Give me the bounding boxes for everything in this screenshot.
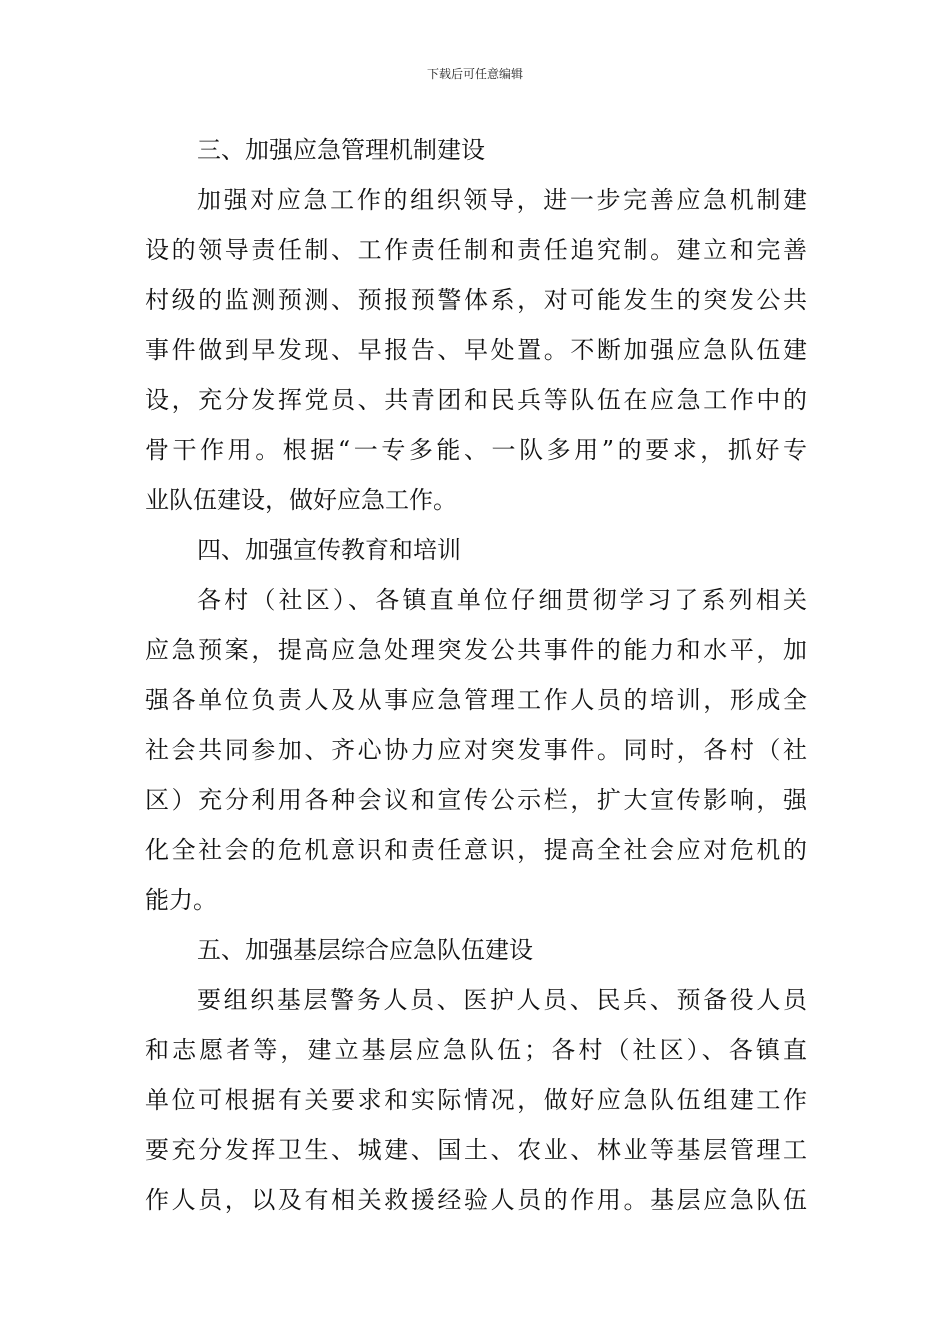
document-body xyxy=(145,125,807,1225)
paragraph-line: 各村（社区）、各镇直单位仔细贯彻学习了系列相关 xyxy=(197,586,807,614)
paragraph-line: 社会共同参加、齐心协力应对突发事件。同时，各村（社 xyxy=(145,736,807,764)
section-heading: 四、加强宣传教育和培训 xyxy=(197,536,461,564)
paragraph-line: 要充分发挥卫生、城建、国土、农业、林业等基层管理工 xyxy=(145,1136,807,1164)
paragraph-line: 作人员，以及有相关救援经验人员的作用。基层应急队伍 xyxy=(145,1186,807,1214)
paragraph-line: 业队伍建设，做好应急工作。 xyxy=(145,486,457,514)
paragraph-line: 骨干作用。根据“一专多能、一队多用”的要求，抓好专 xyxy=(145,436,807,464)
paragraph-line: 化全社会的危机意识和责任意识，提高全社会应对危机的 xyxy=(145,836,807,864)
paragraph-line: 村级的监测预测、预报预警体系，对可能发生的突发公共 xyxy=(145,286,807,314)
paragraph-line: 要组织基层警务人员、医护人员、民兵、预备役人员 xyxy=(197,986,807,1014)
paragraph-line: 能力。 xyxy=(145,886,217,914)
paragraph-line: 单位可根据有关要求和实际情况，做好应急队伍组建工作 xyxy=(145,1086,807,1114)
paragraph-line: 设，充分发挥党员、共青团和民兵等队伍在应急工作中的 xyxy=(145,386,807,414)
paragraph-line: 和志愿者等，建立基层应急队伍；各村（社区）、各镇直 xyxy=(145,1036,807,1064)
section-heading: 三、加强应急管理机制建设 xyxy=(197,136,485,164)
page-header: 下载后可任意编辑 xyxy=(426,67,523,81)
paragraph-line: 设的领导责任制、工作责任制和责任追究制。建立和完善 xyxy=(145,236,807,264)
paragraph-line: 区）充分利用各种会议和宣传公示栏，扩大宣传影响，强 xyxy=(145,786,807,814)
section-heading: 五、加强基层综合应急队伍建设 xyxy=(197,936,533,964)
paragraph-line: 事件做到早发现、早报告、早处置。不断加强应急队伍建 xyxy=(145,336,807,364)
paragraph-line: 应急预案，提高应急处理突发公共事件的能力和水平，加 xyxy=(145,636,807,664)
paragraph-line: 加强对应急工作的组织领导，进一步完善应急机制建 xyxy=(197,186,807,214)
paragraph-line: 强各单位负责人及从事应急管理工作人员的培训，形成全 xyxy=(145,686,807,714)
